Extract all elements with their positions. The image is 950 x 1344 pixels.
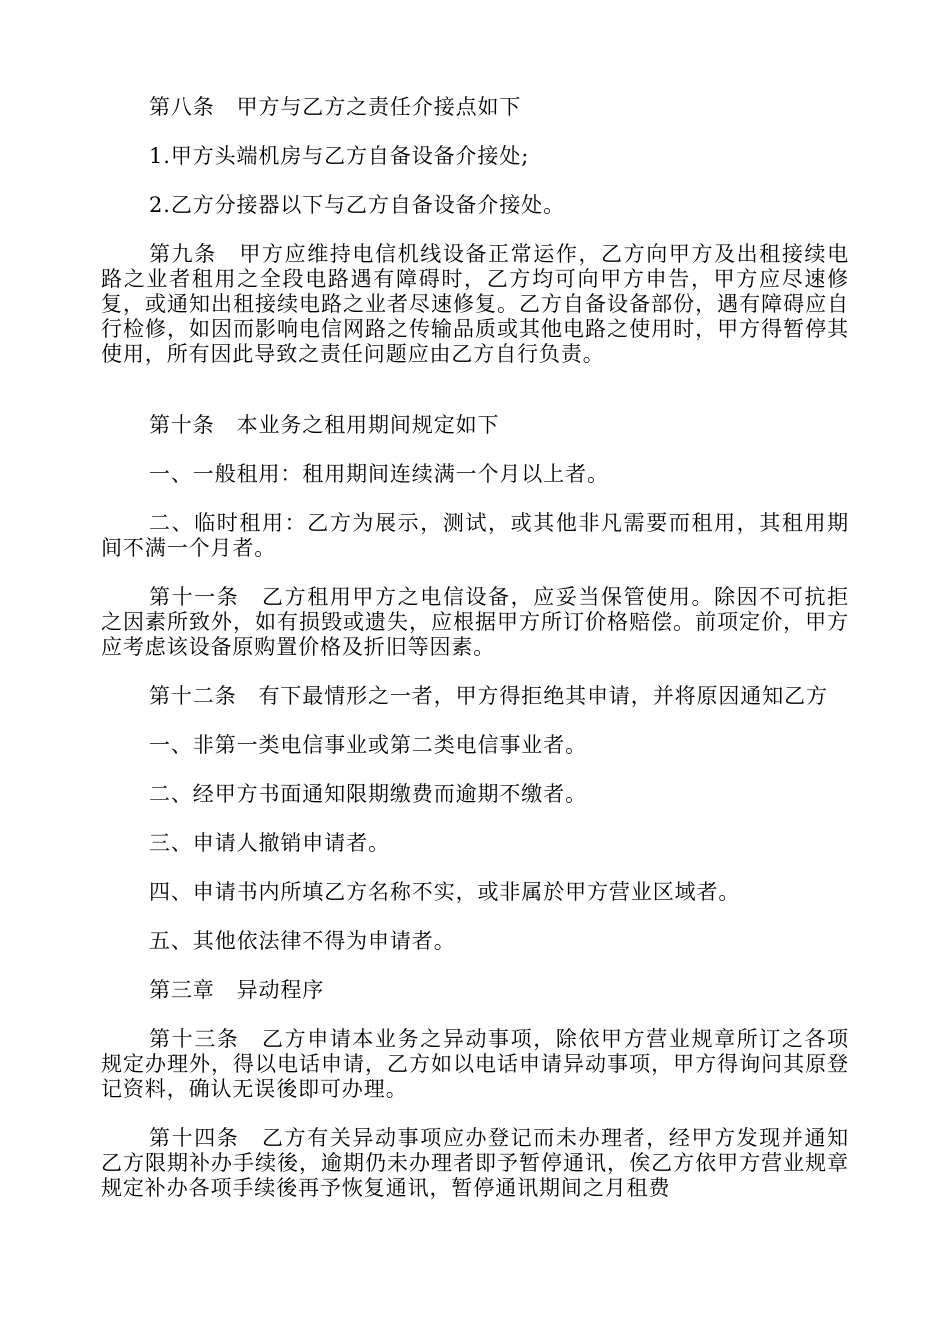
article-12-heading: 第十二条 有下最情形之一者，甲方得拒绝其申请，并将原因通知乙方	[149, 684, 828, 708]
paragraph-spacer	[101, 169, 849, 193]
article-8-heading: 第八条 甲方与乙方之责任介接点如下	[149, 95, 522, 119]
article-12-item-3: 三、申请人撤销申请者。	[149, 831, 390, 855]
paragraph-spacer	[101, 1102, 849, 1126]
paragraph-spacer	[101, 438, 849, 462]
paragraph-spacer	[101, 807, 849, 831]
paragraph-spacer	[101, 954, 849, 978]
article-10-item-2: 二、临时租用：乙方为展示，测试，或其他非凡需要而租用，其租用期间不满一个月者。	[101, 511, 849, 560]
paragraph-spacer	[101, 1003, 849, 1027]
document-body	[101, 95, 849, 1201]
paragraph-spacer	[101, 709, 849, 733]
chapter-3-heading: 第三章 异动程序	[149, 978, 325, 1002]
article-11-paragraph: 第十一条 乙方租用甲方之电信设备，应妥当保管使用。除因不可抗拒之因素所致外，如有损毁或遗失，应根据甲方所订价格赔偿。前项定价，甲方应考虑该设备原购置价格及折旧等因素。	[101, 585, 849, 659]
article-10-heading: 第十条 本业务之租用期间规定如下	[149, 413, 500, 437]
article-9-paragraph: 第九条 甲方应维持电信机线设备正常运作，乙方向甲方及出租接续电路之业者租用之全段电路遇有障碍时，乙方均可向甲方申告，甲方应尽速修复，或通知出租接续电路之业者尽速修复。乙方自备设备部份，遇有障碍应自行检修，如因而影响电信网路之传输品质或其他电路之使用时，甲方得暂停其使用，所有因此导致之责任问题应由乙方自行负责。	[101, 242, 849, 366]
article-14-paragraph: 第十四条 乙方有关异动事项应办登记而未办理者，经甲方发现并通知乙方限期补办手续後，逾期仍未办理者即予暂停通讯，俟乙方依甲方营业规章规定补办各项手续後再予恢复通讯，暂停通讯期间之月租费	[101, 1126, 849, 1200]
article-12-item-4: 四、申请书内所填乙方名称不实，或非属於甲方营业区域者。	[149, 880, 741, 904]
article-8-item-1: 1.甲方头端机房与乙方自备设备介接处;	[149, 144, 530, 168]
paragraph-spacer	[101, 660, 849, 684]
paragraph-spacer	[101, 905, 849, 929]
article-12-item-2: 二、经甲方书面通知限期缴费而逾期不缴者。	[149, 782, 587, 806]
paragraph-spacer	[101, 487, 849, 511]
paragraph-spacer	[101, 120, 849, 144]
paragraph-spacer	[101, 218, 849, 242]
paragraph-spacer	[101, 561, 849, 585]
article-13-paragraph: 第十三条 乙方申请本业务之异动事项，除依甲方营业规章所订之各项规定办理外，得以电话申请，乙方如以电话申请异动事项，甲方得询问其原登记资料，确认无误後即可办理。	[101, 1027, 849, 1101]
article-12-item-5: 五、其他依法律不得为申请者。	[149, 929, 456, 953]
paragraph-spacer	[101, 856, 849, 880]
article-12-item-1: 一、非第一类电信事业或第二类电信事业者。	[149, 733, 587, 757]
paragraph-spacer	[101, 758, 849, 782]
article-8-item-2: 2.乙方分接器以下与乙方自备设备介接处。	[149, 193, 566, 217]
paragraph-spacer	[101, 367, 849, 413]
article-10-item-1: 一、一般租用：租用期间连续满一个月以上者。	[149, 462, 609, 486]
